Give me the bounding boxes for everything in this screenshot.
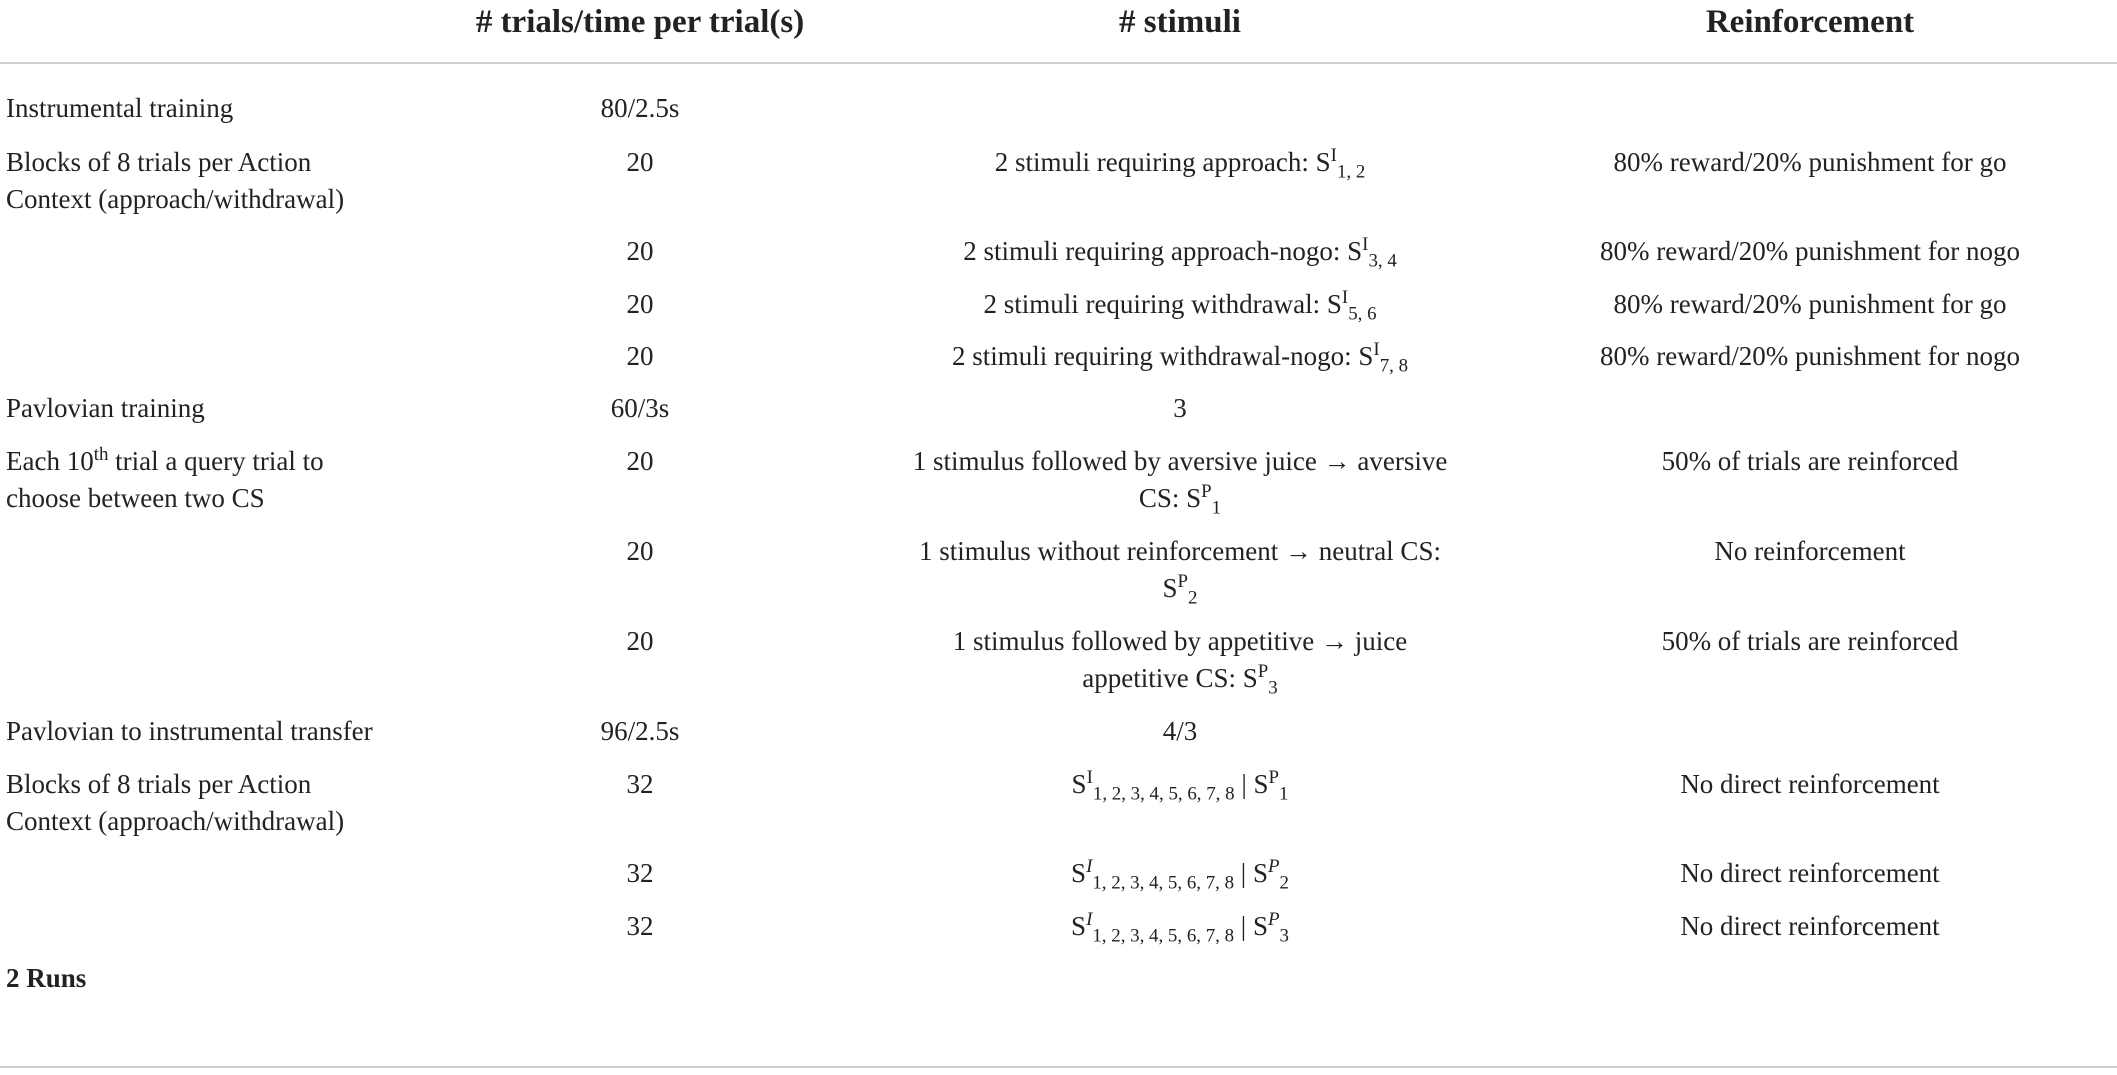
header-reinforcement: Reinforcement [1705, 4, 1915, 40]
header-stimuli: # stimuli [1119, 4, 1241, 40]
row-label [6, 144, 406, 218]
stim-text: 2 stimuli requiring approach: S [994, 147, 1331, 177]
stim-text: S [1071, 769, 1087, 799]
row-label [6, 443, 406, 517]
row-reinforcement: No direct reinforcement [1680, 911, 1940, 941]
row-stimuli [860, 533, 1500, 607]
stim-text: | S [1234, 858, 1268, 888]
stim-line-1: 1 stimulus without reinforcement → neutral CS: [919, 536, 1441, 566]
label-sup: th [93, 444, 109, 465]
stim-sup: P [1201, 481, 1212, 502]
row-trials: 20 [626, 289, 654, 319]
row-trials: 32 [626, 911, 654, 941]
row-reinforcement: 50% of trials are reinforced [1661, 446, 1959, 476]
label-line-2: choose between two CS [6, 483, 265, 513]
row-reinforcement: No direct reinforcement [1680, 769, 1940, 799]
row-stimuli [860, 623, 1500, 697]
stim-sup: I [1086, 767, 1093, 788]
stim-sup: I [1086, 909, 1093, 930]
stim-sub: 1 [1211, 497, 1222, 519]
stim-sup: P [1267, 856, 1280, 877]
stim-sub: 3, 4 [1368, 250, 1397, 272]
stim-sup: P [1268, 767, 1279, 788]
stim-line-1: 1 stimulus followed by appetitive → juice [952, 626, 1408, 656]
row-stimuli: 3 [1173, 393, 1187, 423]
stim-sup: I [1086, 856, 1093, 877]
row-stimuli [860, 908, 1500, 945]
stim-sub: 5, 6 [1348, 303, 1377, 325]
stim-sub: 1 [1279, 783, 1289, 805]
row-trials: 20 [626, 446, 654, 476]
stim-text: S [1162, 573, 1178, 603]
label-line-1: Blocks of 8 trials per Action [6, 769, 312, 799]
stim-sub: 3 [1279, 925, 1289, 947]
row-trials: 20 [626, 626, 654, 656]
row-reinforcement: 80% reward/20% punishment for go [1613, 289, 2007, 319]
row-reinforcement: No direct reinforcement [1680, 858, 1940, 888]
row-trials: 80/2.5s [600, 93, 680, 123]
row-stimuli [860, 286, 1500, 323]
stim-sup: P [1177, 571, 1189, 592]
row-stimuli [860, 233, 1500, 270]
row-trials: 20 [626, 236, 654, 266]
row-reinforcement: 80% reward/20% punishment for nogo [1600, 236, 2020, 266]
row-reinforcement: 80% reward/20% punishment for go [1613, 147, 2007, 177]
label-line-2: Context (approach/withdrawal) [6, 806, 345, 836]
stim-sub: 1, 2, 3, 4, 5, 6, 7, 8 [1092, 925, 1235, 947]
stim-sub: 1, 2 [1336, 161, 1366, 183]
row-label [6, 766, 406, 840]
label-line-1: Blocks of 8 trials per Action [6, 147, 312, 177]
stim-sup: I [1330, 145, 1337, 166]
row-stimuli [860, 766, 1500, 803]
stim-sub: 2 [1279, 872, 1289, 894]
stim-sub: 1, 2, 3, 4, 5, 6, 7, 8 [1092, 872, 1235, 894]
row-stimuli: 4/3 [1162, 716, 1198, 746]
row-trials: 32 [626, 769, 654, 799]
stim-sup: I [1373, 339, 1380, 360]
label-text: Each 10 [6, 446, 94, 476]
stim-text: CS: S [1138, 483, 1202, 513]
row-stimuli [860, 855, 1500, 892]
stim-sub: 7, 8 [1379, 355, 1409, 377]
stim-sup: P [1267, 909, 1280, 930]
row-trials: 20 [626, 536, 654, 566]
row-trials: 96/2.5s [600, 716, 680, 746]
stim-sup: P [1257, 661, 1269, 682]
footer-runs: 2 Runs [6, 963, 87, 993]
row-label: Instrumental training [6, 93, 234, 123]
bottom-rule [0, 1066, 2117, 1068]
stim-text: appetitive CS: S [1082, 663, 1258, 693]
row-trials: 20 [626, 341, 654, 371]
stim-text: 2 stimuli requiring withdrawal: S [983, 289, 1342, 319]
row-label: Pavlovian training [6, 393, 205, 423]
stim-text: S [1071, 858, 1087, 888]
row-reinforcement: No reinforcement [1714, 536, 1906, 566]
row-label: Pavlovian to instrumental transfer [6, 716, 373, 746]
stim-text: 2 stimuli requiring approach-nogo: S [963, 236, 1363, 266]
stim-sup: I [1362, 234, 1369, 255]
row-stimuli [860, 443, 1500, 517]
row-trials: 32 [626, 858, 654, 888]
row-reinforcement: 50% of trials are reinforced [1661, 626, 1959, 656]
label-line-2: Context (approach/withdrawal) [6, 184, 345, 214]
row-trials: 60/3s [610, 393, 670, 423]
row-stimuli [860, 338, 1500, 375]
stim-text: 2 stimuli requiring withdrawal-nogo: S [951, 341, 1374, 371]
stim-sup: I [1341, 287, 1349, 308]
row-stimuli [860, 144, 1500, 181]
stim-sub: 3 [1268, 677, 1278, 699]
label-text: trial a query trial to [108, 446, 324, 476]
stim-text: | S [1234, 769, 1269, 799]
stim-sub: 2 [1188, 587, 1198, 609]
stim-line-1: 1 stimulus followed by aversive juice → aversive [912, 446, 1448, 476]
row-trials: 20 [626, 147, 654, 177]
header-trials: # trials/time per trial(s) [475, 4, 805, 40]
stim-text: | S [1234, 911, 1268, 941]
stim-text: S [1071, 911, 1087, 941]
stim-sub: 1, 2, 3, 4, 5, 6, 7, 8 [1092, 783, 1235, 805]
row-reinforcement: 80% reward/20% punishment for nogo [1600, 341, 2020, 371]
header-rule [0, 62, 2117, 64]
